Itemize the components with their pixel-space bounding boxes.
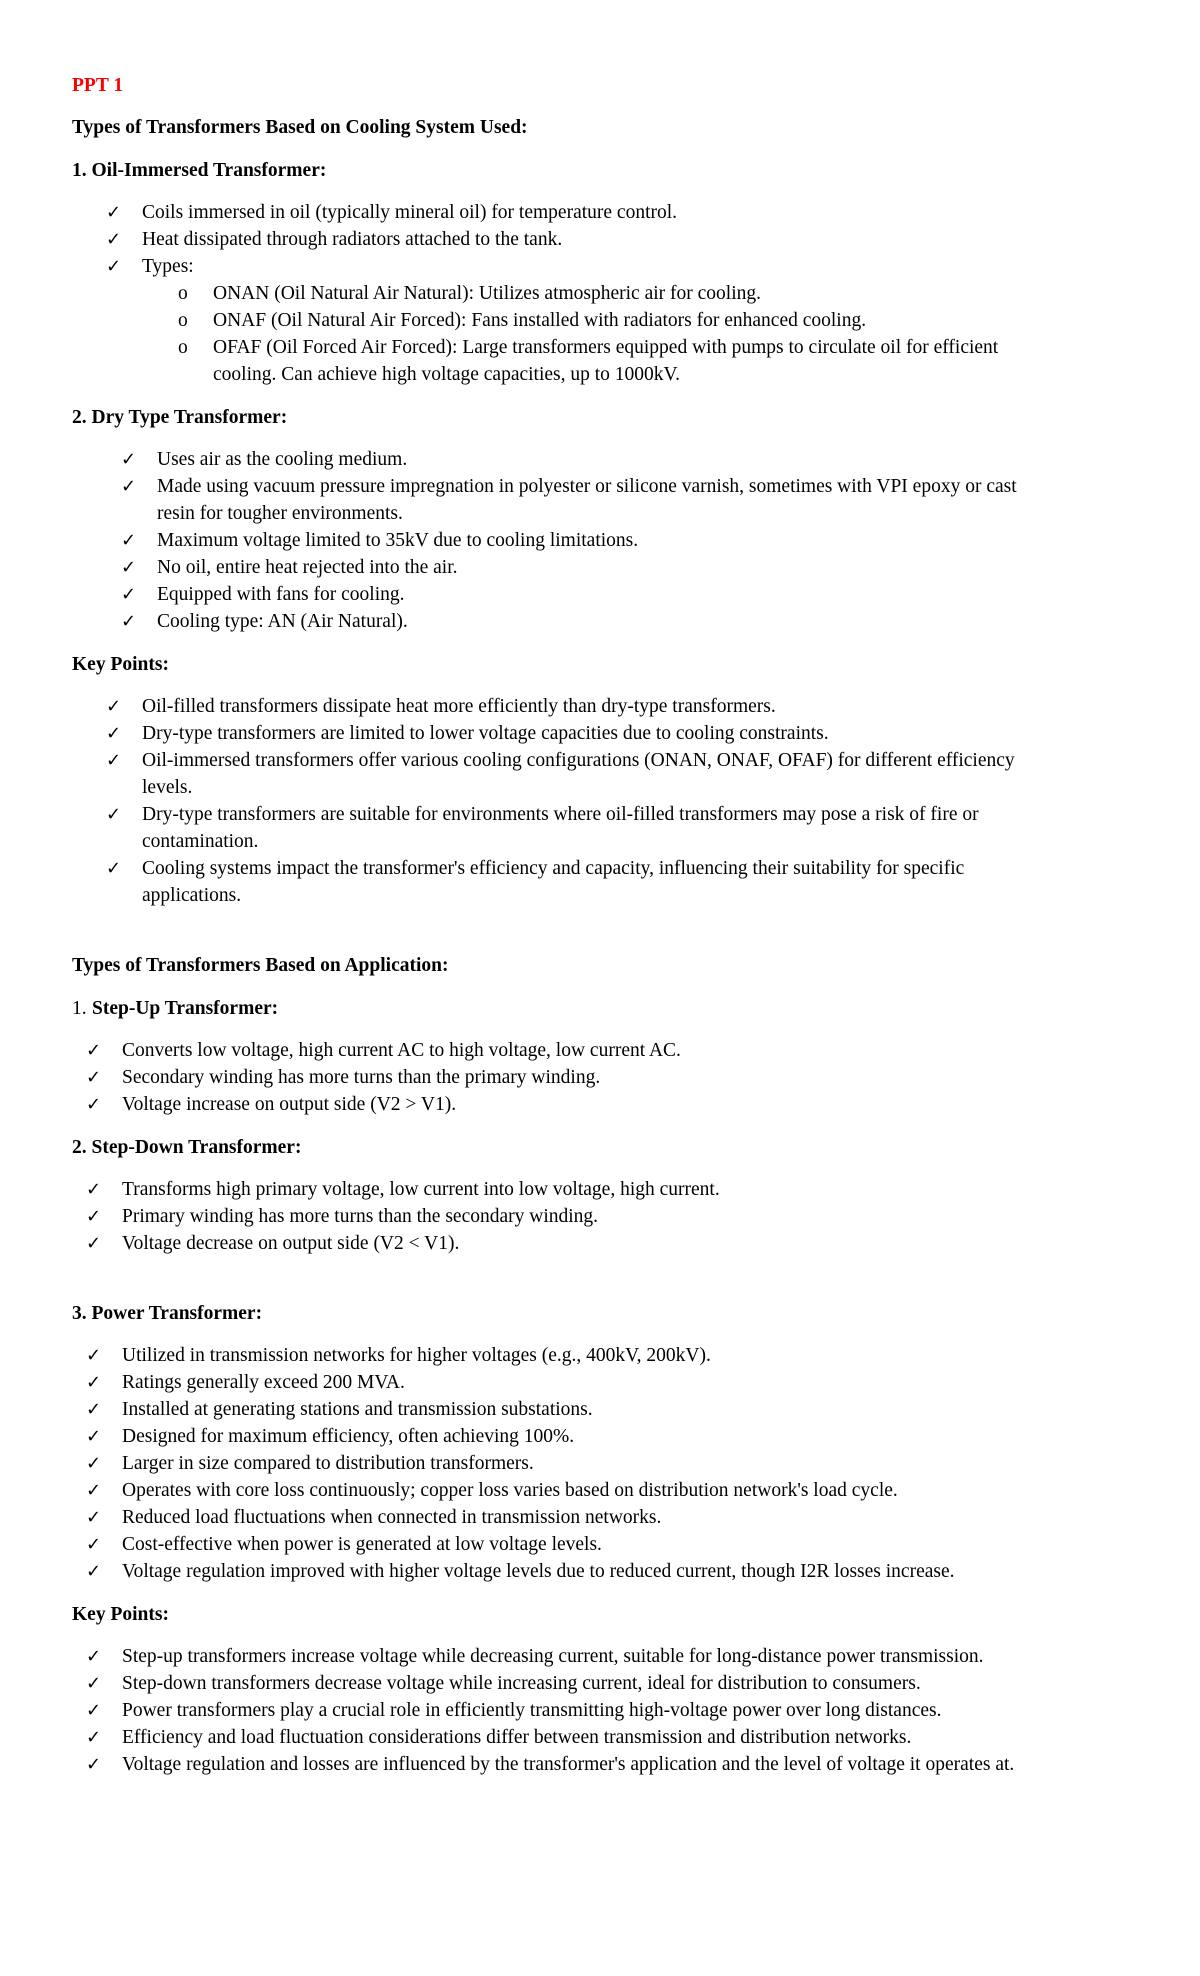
check-icon: ✓: [106, 804, 122, 825]
list-item: Coils immersed in oil (typically mineral oil) for temperature control.: [142, 202, 678, 223]
list-item: Reduced load fluctuations when connected in transmission networks.: [122, 1507, 662, 1528]
list-item: Equipped with fans for cooling.: [157, 584, 405, 605]
sub-bullet-icon: o: [178, 283, 188, 304]
cooling-key-points-title: Key Points:: [72, 654, 169, 675]
check-icon: ✓: [121, 584, 137, 605]
check-icon: ✓: [86, 1700, 102, 1721]
check-icon: ✓: [86, 1480, 102, 1501]
list-item: Converts low voltage, high current AC to high voltage, low current AC.: [122, 1040, 681, 1061]
list-item: Operates with core loss continuously; copper loss varies based on distribution network's load cycle.: [122, 1480, 898, 1501]
check-icon: ✓: [86, 1426, 102, 1447]
dry-type-title: 2. Dry Type Transformer:: [72, 407, 288, 428]
list-item: No oil, entire heat rejected into the air.: [157, 557, 458, 578]
check-icon: ✓: [106, 858, 122, 879]
check-icon: ✓: [86, 1372, 102, 1393]
list-item-continuation: applications.: [142, 885, 242, 906]
check-icon: ✓: [86, 1040, 102, 1061]
list-item: Dry-type transformers are suitable for environments where oil-filled transformers may pose a risk of fire or: [142, 804, 979, 825]
application-section-heading: Types of Transformers Based on Application:: [72, 955, 449, 976]
list-item: Secondary winding has more turns than the primary winding.: [122, 1067, 601, 1088]
cooling-section-heading: Types of Transformers Based on Cooling System Used:: [72, 117, 528, 138]
check-icon: ✓: [86, 1453, 102, 1474]
check-icon: ✓: [106, 750, 122, 771]
list-item: Voltage decrease on output side (V2 < V1).: [122, 1233, 460, 1254]
check-icon: ✓: [86, 1673, 102, 1694]
check-icon: ✓: [121, 557, 137, 578]
check-icon: ✓: [106, 202, 122, 223]
list-item: Voltage regulation and losses are influenced by the transformer's application and the level of voltage it operates at.: [122, 1754, 1015, 1775]
list-item: Larger in size compared to distribution transformers.: [122, 1453, 534, 1474]
list-item: Heat dissipated through radiators attached to the tank.: [142, 229, 563, 250]
list-item: Ratings generally exceed 200 MVA.: [122, 1372, 405, 1393]
check-icon: ✓: [86, 1507, 102, 1528]
sub-list-item-continuation: cooling. Can achieve high voltage capacities, up to 1000kV.: [213, 364, 680, 385]
list-item: Step-down transformers decrease voltage while increasing current, ideal for distribution to consumers.: [122, 1673, 921, 1694]
check-icon: ✓: [106, 229, 122, 250]
list-item: Efficiency and load fluctuation considerations differ between transmission and distribution networks.: [122, 1727, 912, 1748]
check-icon: ✓: [86, 1534, 102, 1555]
list-item: Maximum voltage limited to 35kV due to cooling limitations.: [157, 530, 639, 551]
list-item: Power transformers play a crucial role in efficiently transmitting high-voltage power over long distances.: [122, 1700, 942, 1721]
list-item: Primary winding has more turns than the secondary winding.: [122, 1206, 599, 1227]
sub-list-item: ONAN (Oil Natural Air Natural): Utilizes atmospheric air for cooling.: [213, 283, 762, 304]
list-item-continuation: resin for tougher environments.: [157, 503, 403, 524]
step-up-number: 1.: [72, 998, 87, 1019]
check-icon: ✓: [86, 1646, 102, 1667]
sub-bullet-icon: o: [178, 337, 188, 358]
sub-bullet-icon: o: [178, 310, 188, 331]
oil-immersed-title: 1. Oil-Immersed Transformer:: [72, 160, 327, 181]
application-key-points-title: Key Points:: [72, 1604, 169, 1625]
check-icon: ✓: [86, 1399, 102, 1420]
list-item: Voltage regulation improved with higher voltage levels due to reduced current, though I2R losses increase.: [122, 1561, 955, 1582]
list-item: Cost-effective when power is generated at low voltage levels.: [122, 1534, 602, 1555]
list-item: Made using vacuum pressure impregnation in polyester or silicone varnish, sometimes with VPI epoxy or cast: [157, 476, 1017, 497]
check-icon: ✓: [86, 1179, 102, 1200]
step-up-title: Step-Up Transformer:: [92, 998, 279, 1019]
list-item: Oil-immersed transformers offer various cooling configurations (ONAN, ONAF, OFAF) for different efficiency: [142, 750, 1015, 771]
check-icon: ✓: [86, 1233, 102, 1254]
check-icon: ✓: [106, 256, 122, 277]
list-item: Cooling systems impact the transformer's efficiency and capacity, influencing their suitability for specific: [142, 858, 965, 879]
check-icon: ✓: [86, 1067, 102, 1088]
sub-list-item: ONAF (Oil Natural Air Forced): Fans installed with radiators for enhanced cooling.: [213, 310, 867, 331]
list-item-continuation: levels.: [142, 777, 193, 798]
ppt-label: PPT 1: [72, 75, 124, 96]
check-icon: ✓: [86, 1727, 102, 1748]
check-icon: ✓: [121, 476, 137, 497]
sub-list-item: OFAF (Oil Forced Air Forced): Large transformers equipped with pumps to circulate oil for efficient: [213, 337, 999, 358]
list-item: Cooling type: AN (Air Natural).: [157, 611, 408, 632]
list-item: Utilized in transmission networks for higher voltages (e.g., 400kV, 200kV).: [122, 1345, 711, 1366]
check-icon: ✓: [86, 1206, 102, 1227]
list-item: Uses air as the cooling medium.: [157, 449, 408, 470]
check-icon: ✓: [121, 530, 137, 551]
check-icon: ✓: [121, 611, 137, 632]
list-item: Voltage increase on output side (V2 > V1).: [122, 1094, 457, 1115]
list-item: Oil-filled transformers dissipate heat more efficiently than dry-type transformers.: [142, 696, 776, 717]
list-item-continuation: contamination.: [142, 831, 259, 852]
check-icon: ✓: [106, 696, 122, 717]
step-down-title: 2. Step-Down Transformer:: [72, 1137, 302, 1158]
list-item: Transforms high primary voltage, low current into low voltage, high current.: [122, 1179, 720, 1200]
check-icon: ✓: [86, 1345, 102, 1366]
check-icon: ✓: [106, 723, 122, 744]
list-item: Types:: [142, 256, 194, 277]
list-item: Dry-type transformers are limited to lower voltage capacities due to cooling constraints.: [142, 723, 829, 744]
check-icon: ✓: [86, 1094, 102, 1115]
list-item: Installed at generating stations and transmission substations.: [122, 1399, 593, 1420]
check-icon: ✓: [121, 449, 137, 470]
list-item: Designed for maximum efficiency, often achieving 100%.: [122, 1426, 575, 1447]
check-icon: ✓: [86, 1754, 102, 1775]
power-title: 3. Power Transformer:: [72, 1303, 263, 1324]
list-item: Step-up transformers increase voltage while decreasing current, suitable for long-distance power transmission.: [122, 1646, 984, 1667]
check-icon: ✓: [86, 1561, 102, 1582]
